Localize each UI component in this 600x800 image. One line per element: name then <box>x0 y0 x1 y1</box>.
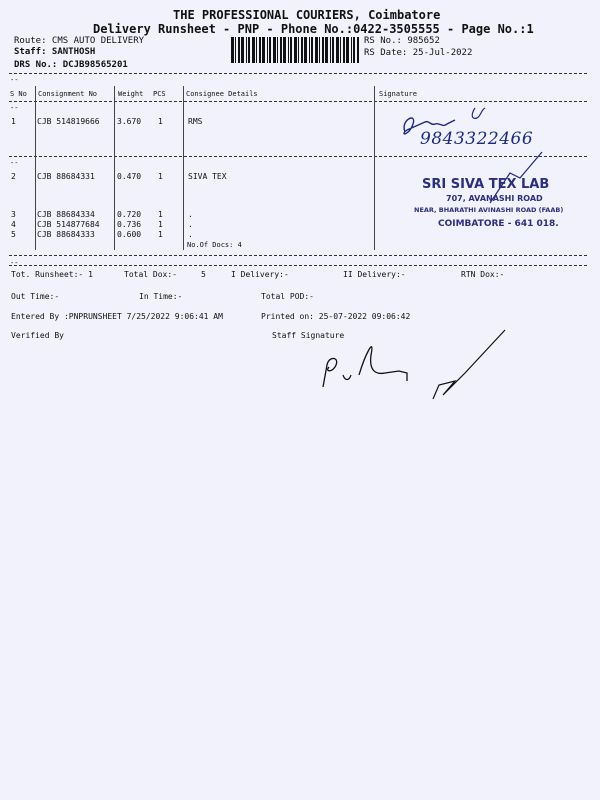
divider <box>9 255 587 256</box>
row-consignee: . <box>188 220 193 229</box>
barcode-image <box>231 37 359 63</box>
row-pcs: 1 <box>158 172 163 181</box>
header-pcs: PCS <box>153 90 166 98</box>
divider <box>9 73 587 74</box>
staff-signature <box>315 325 515 405</box>
docs-count-note: No.Of Docs: 4 <box>187 241 242 249</box>
row-consignment: CJB 88684331 <box>37 172 95 181</box>
rtn-dox: RTN Dox:- <box>461 270 505 279</box>
row-weight: 0.720 <box>117 210 142 219</box>
header-consignee: Consignee Details <box>186 90 258 98</box>
row-sno: 3 <box>11 210 16 219</box>
row-consignment: CJB 88684334 <box>37 210 95 219</box>
handwritten-phone: 9843322466 <box>420 129 534 149</box>
staff-signature-label: Staff Signature <box>272 331 345 340</box>
row-consignee: . <box>188 230 193 239</box>
svg-text:NEAR, BHARATHI AVINASHI ROAD (: NEAR, BHARATHI AVINASHI ROAD (FAAB) <box>414 206 564 214</box>
row-consignee: RMS <box>188 117 203 126</box>
out-time: Out Time:- <box>11 292 60 301</box>
runsheet-title: Delivery Runsheet - PNP - Phone No.:0422-3505555 - Page No.:1 <box>93 22 534 36</box>
row-consignment: CJB 514877684 <box>37 220 100 229</box>
total-dox-label: Total Dox:- <box>124 270 177 279</box>
row-pcs: 1 <box>158 210 163 219</box>
row-pcs: 1 <box>158 117 163 126</box>
col-line <box>35 86 36 250</box>
i-delivery: I Delivery:- <box>231 270 289 279</box>
dash-marker: -- <box>10 104 19 112</box>
entered-by: Entered By :PNPRUNSHEET 7/25/2022 9:06:41 AM <box>11 312 223 321</box>
rs-date: RS Date: 25-Jul-2022 <box>364 48 473 58</box>
total-dox-value: 5 <box>201 270 206 279</box>
header-signature: Signature <box>379 90 417 98</box>
rs-number: RS No.: 985652 <box>364 36 440 46</box>
tot-runsheet: Tot. Runsheet:- 1 <box>11 270 93 279</box>
dash-marker: -- <box>10 259 19 267</box>
row-pcs: 1 <box>158 220 163 229</box>
row-consignee: SIVA TEX <box>188 172 227 181</box>
col-line <box>183 86 184 250</box>
row-sno: 1 <box>11 117 16 126</box>
row-weight: 0.736 <box>117 220 142 229</box>
row-pcs: 1 <box>158 230 163 239</box>
dash-marker: -- <box>10 76 19 84</box>
route-label: Route: CMS AUTO DELIVERY <box>14 36 145 46</box>
in-time: In Time:- <box>139 292 183 301</box>
svg-text:SRI SIVA TEX LAB: SRI SIVA TEX LAB <box>422 177 550 192</box>
row-consignment: CJB 88684333 <box>37 230 95 239</box>
row-sno: 2 <box>11 172 16 181</box>
printed-on: Printed on: 25-07-2022 09:06:42 <box>261 312 411 321</box>
header-consignment: Consignment No <box>38 90 98 98</box>
svg-text:COIMBATORE - 641 018.: COIMBATORE - 641 018. <box>438 219 559 229</box>
row-sno: 5 <box>11 230 16 239</box>
header-weight: Weight <box>118 90 144 98</box>
row-consignment: CJB 514819666 <box>37 117 100 126</box>
company-stamp <box>410 166 590 236</box>
svg-text:707, AVANASHI ROAD: 707, AVANASHI ROAD <box>446 194 543 203</box>
divider <box>9 265 587 266</box>
col-line <box>114 86 115 250</box>
staff-label: Staff: SANTHOSH <box>14 47 96 57</box>
company-title: THE PROFESSIONAL COURIERS, Coimbatore <box>173 8 441 22</box>
drs-number: DRS No.: DCJB98565201 <box>14 60 128 70</box>
row-weight: 3.670 <box>117 117 142 126</box>
verified-by: Verified By <box>11 331 64 340</box>
dash-marker: -- <box>10 159 19 167</box>
row-weight: 0.470 <box>117 172 142 181</box>
col-line <box>374 86 375 250</box>
ii-delivery: II Delivery:- <box>343 270 406 279</box>
header-sno: S No <box>10 90 27 98</box>
row-sno: 4 <box>11 220 16 229</box>
row-weight: 0.600 <box>117 230 142 239</box>
total-pod: Total POD:- <box>261 292 314 301</box>
row-consignee: . <box>188 210 193 219</box>
